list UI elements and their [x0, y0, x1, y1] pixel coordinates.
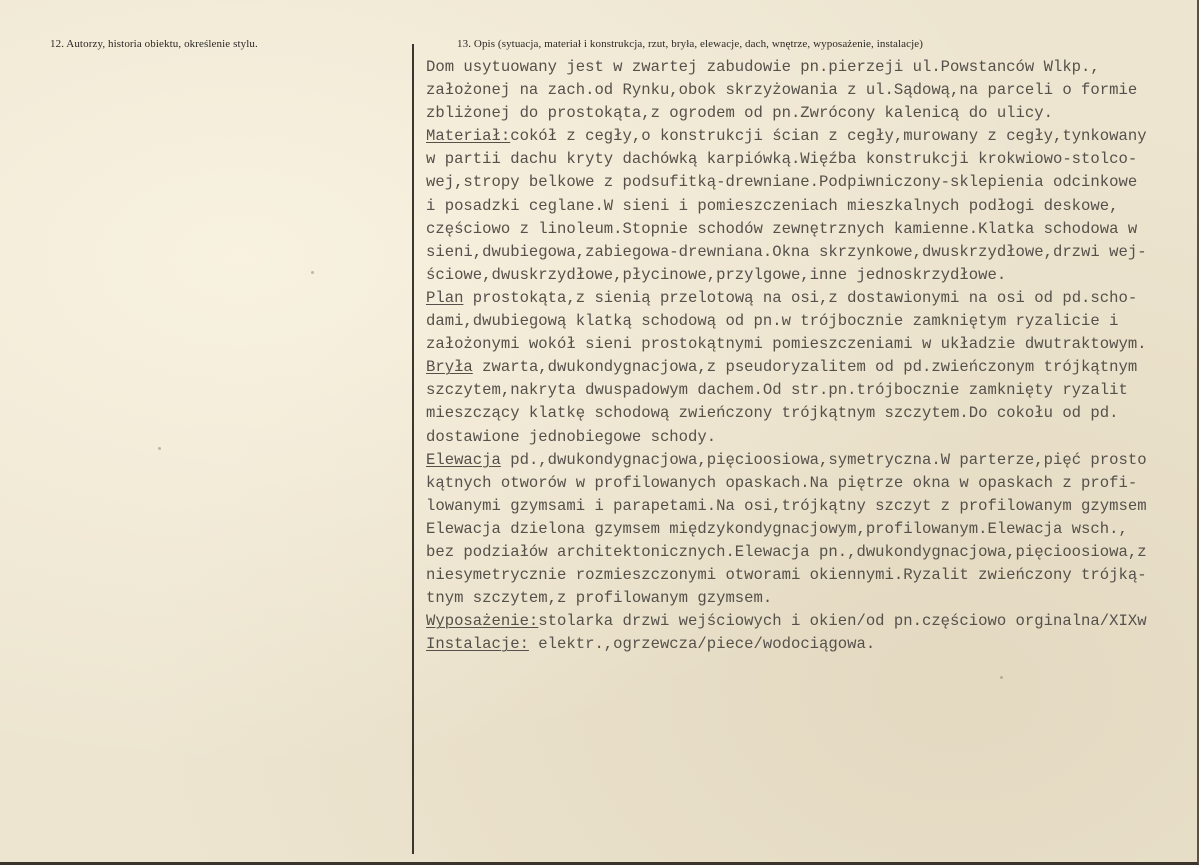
column-divider: [412, 44, 414, 854]
text-line: sieni,dwubiegowa,zabiegowa-drewniana.Okna skrzynkowe,dwuskrzydłowe,drzwi wej-: [426, 242, 1147, 261]
instalacje-label: Instalacje:: [426, 635, 529, 654]
paper-speck: [311, 271, 314, 274]
text-line: Plan prostokąta,z sienią przelotową na osi,z dostawionymi na osi od pd.scho-: [426, 288, 1138, 307]
text-line: wej,stropy belkowe z podsufitką-drewniane.Podpiwniczony-sklepienia odcinkowe: [426, 173, 1138, 192]
paper-speck: [158, 447, 161, 450]
text-line: Materiał:cokół z cegły,o konstrukcji ścian z cegły,murowany z cegły,tynkowany: [426, 127, 1147, 146]
text-line: Wyposażenie:stolarka drzwi wejściowych i okien/od pn.częściowo orginalna/XIXw: [426, 612, 1147, 631]
text-line: mieszczący klatkę schodową zwieńczony trójkątnym szczytem.Do cokołu od pd.: [426, 404, 1119, 423]
elewacja-label: Elewacja: [426, 450, 501, 469]
text-line: częściowo z linoleum.Stopnie schodów zewnętrznych kamienne.Klatka schodowa w: [426, 219, 1138, 238]
text-line: dami,dwubiegową klatką schodową od pn.w trójbocznie zamkniętym ryzalicie i: [426, 312, 1119, 331]
text-line: ściowe,dwuskrzydłowe,płycinowe,przylgowe,inne jednoskrzydłowe.: [426, 265, 1007, 284]
text-line: kątnych otworów w profilowanych opaskach.Na piętrze okna w opaskach z profi-: [426, 473, 1138, 492]
section-12-heading: 12. Autorzy, historia obiektu, określenie stylu.: [50, 38, 258, 50]
text-line: tnym szczytem,z profilowanym gzymsem.: [426, 589, 773, 608]
text-line: bez podziałów architektonicznych.Elewacja pn.,dwukondygnacjowa,pięcioosiowa,z: [426, 542, 1147, 561]
text-line: szczytem,nakryta dwuspadowym dachem.Od str.pn.trójbocznie zamknięty ryzalit: [426, 381, 1128, 400]
text-line: zbliżonej do prostokąta,z ogrodem od pn.Zwrócony kalenicą do ulicy.: [426, 104, 1053, 123]
text-line: dostawione jednobiegowe schody.: [426, 427, 717, 446]
text-line: i posadzki ceglane.W sieni i pomieszczeniach mieszkalnych podłogi deskowe,: [426, 196, 1119, 215]
text-line: Elewacja dzielona gzymsem międzykondygnacjowym,profilowanym.Elewacja wsch.,: [426, 519, 1128, 538]
text-line: założonej na zach.od Rynku,obok skrzyżowania z ul.Sądową,na parceli o formie: [426, 81, 1138, 100]
section-13-heading: 13. Opis (sytuacja, materiał i konstrukcja, rzut, bryła, elewacje, dach, wnętrze, wyposażenie, instalacje): [457, 38, 923, 50]
text-line: Bryła zwarta,dwukondygnacjowa,z pseudoryzalitem od pd.zwieńczonym trójkątnym: [426, 358, 1138, 377]
wyposazenie-label: Wyposażenie:: [426, 612, 539, 631]
text-line: Dom usytuowany jest w zwartej zabudowie pn.pierzeji ul.Powstanców Wlkp.,: [426, 58, 1100, 76]
text-line: niesymetrycznie rozmieszczonymi otworami okiennymi.Ryzalit zwieńczony trójką-: [426, 566, 1147, 585]
text-line: w partii dachu kryty dachówką karpiówką.Więźba konstrukcji krokwiowo-stolco-: [426, 150, 1138, 169]
paper-speck: [1000, 676, 1003, 679]
text-line: założonymi wokół sieni prostokątnymi pomieszczeniami w układzie dwutraktowym.: [426, 335, 1147, 354]
material-label: Materiał:: [426, 127, 511, 146]
bryla-label: Bryła: [426, 358, 473, 377]
text-line: lowanymi gzymsami i parapetami.Na osi,trójkątny szczyt z profilowanym gzymsem: [426, 496, 1147, 515]
text-line: Instalacje: elektr.,ogrzewcza/piece/wodociągowa.: [426, 635, 876, 654]
plan-label: Plan: [426, 288, 464, 307]
description-text: [426, 56, 1196, 656]
text-line: Elewacja pd.,dwukondygnacjowa,pięcioosiowa,symetryczna.W parterze,pięć prosto: [426, 450, 1147, 469]
